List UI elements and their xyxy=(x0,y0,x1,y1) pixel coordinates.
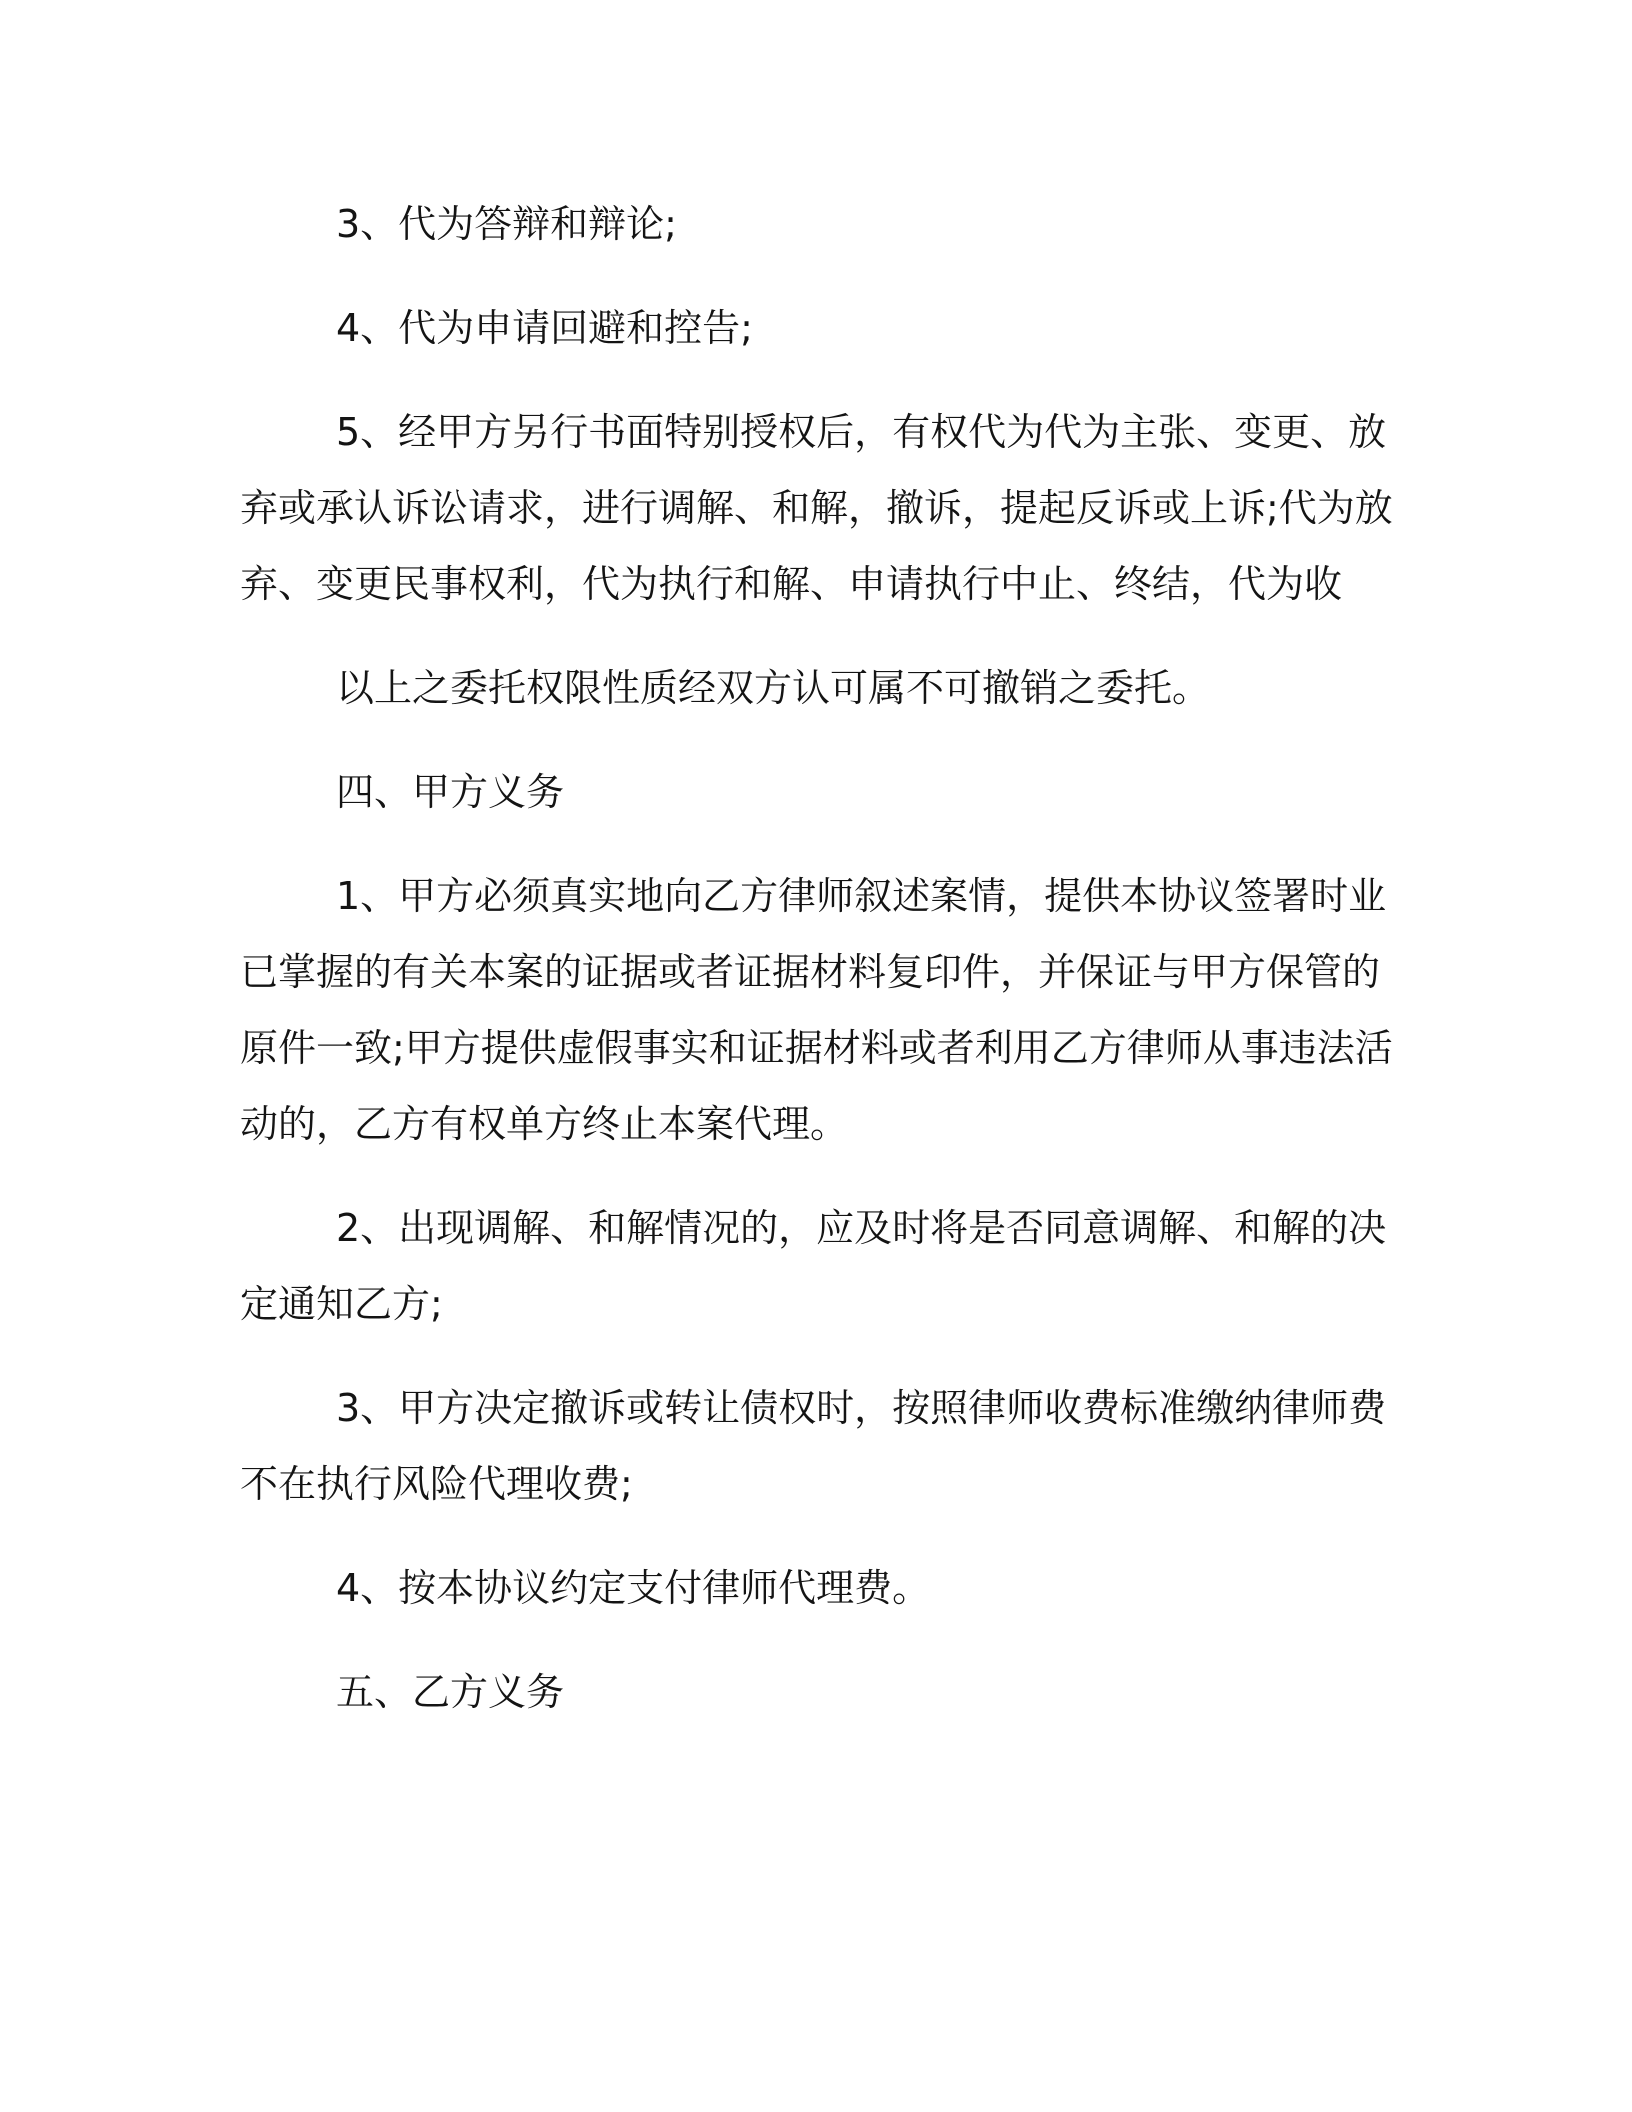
text-line: 弃或承认诉讼请求，进行调解、和解，撤诉，提起反诉或上诉;代为放 xyxy=(240,486,1393,530)
text-line: 定通知乙方; xyxy=(240,1282,443,1326)
text-line: 5、经甲方另行书面特别授权后，有权代为代为主张、变更、放 xyxy=(336,410,1387,454)
section-heading: 五、乙方义务 xyxy=(336,1670,565,1714)
paragraph-authority-note xyxy=(240,650,1380,726)
paragraph-obligation-4 xyxy=(240,1550,1380,1626)
section-heading-party-a-obligations xyxy=(240,754,1380,830)
paragraph-obligation-1 xyxy=(240,858,1393,1162)
section-heading: 四、甲方义务 xyxy=(336,770,565,814)
text-line: 原件一致;甲方提供虚假事实和证据材料或者利用乙方律师从事违法活 xyxy=(240,1026,1393,1070)
text-line: 动的，乙方有权单方终止本案代理。 xyxy=(240,1102,849,1146)
text-line: 3、甲方决定撤诉或转让债权时，按照律师收费标准缴纳律师费 xyxy=(336,1386,1387,1430)
text-line: 已掌握的有关本案的证据或者证据材料复印件，并保证与甲方保管的 xyxy=(240,950,1381,994)
text-line: 不在执行风险代理收费; xyxy=(240,1462,633,1506)
paragraph-obligation-3 xyxy=(240,1370,1387,1522)
text-line: 4、代为申请回避和控告; xyxy=(336,306,753,350)
text-line: 1、甲方必须真实地向乙方律师叙述案情，提供本协议签署时业 xyxy=(336,874,1387,918)
paragraph-item-4 xyxy=(240,290,1380,366)
paragraph-obligation-2 xyxy=(240,1190,1387,1342)
text-line: 以上之委托权限性质经双方认可属不可撤销之委托。 xyxy=(336,666,1211,710)
document-body xyxy=(240,186,1393,1730)
text-line: 3、代为答辩和辩论; xyxy=(336,202,677,246)
text-line: 弃、变更民事权利，代为执行和解、申请执行中止、终结，代为收 xyxy=(240,562,1343,606)
paragraph-item-3 xyxy=(240,186,1380,262)
section-heading-party-b-obligations xyxy=(240,1654,1380,1730)
paragraph-item-5 xyxy=(240,394,1393,622)
text-line: 2、出现调解、和解情况的，应及时将是否同意调解、和解的决 xyxy=(336,1206,1387,1250)
text-line: 4、按本协议约定支付律师代理费。 xyxy=(336,1566,931,1610)
